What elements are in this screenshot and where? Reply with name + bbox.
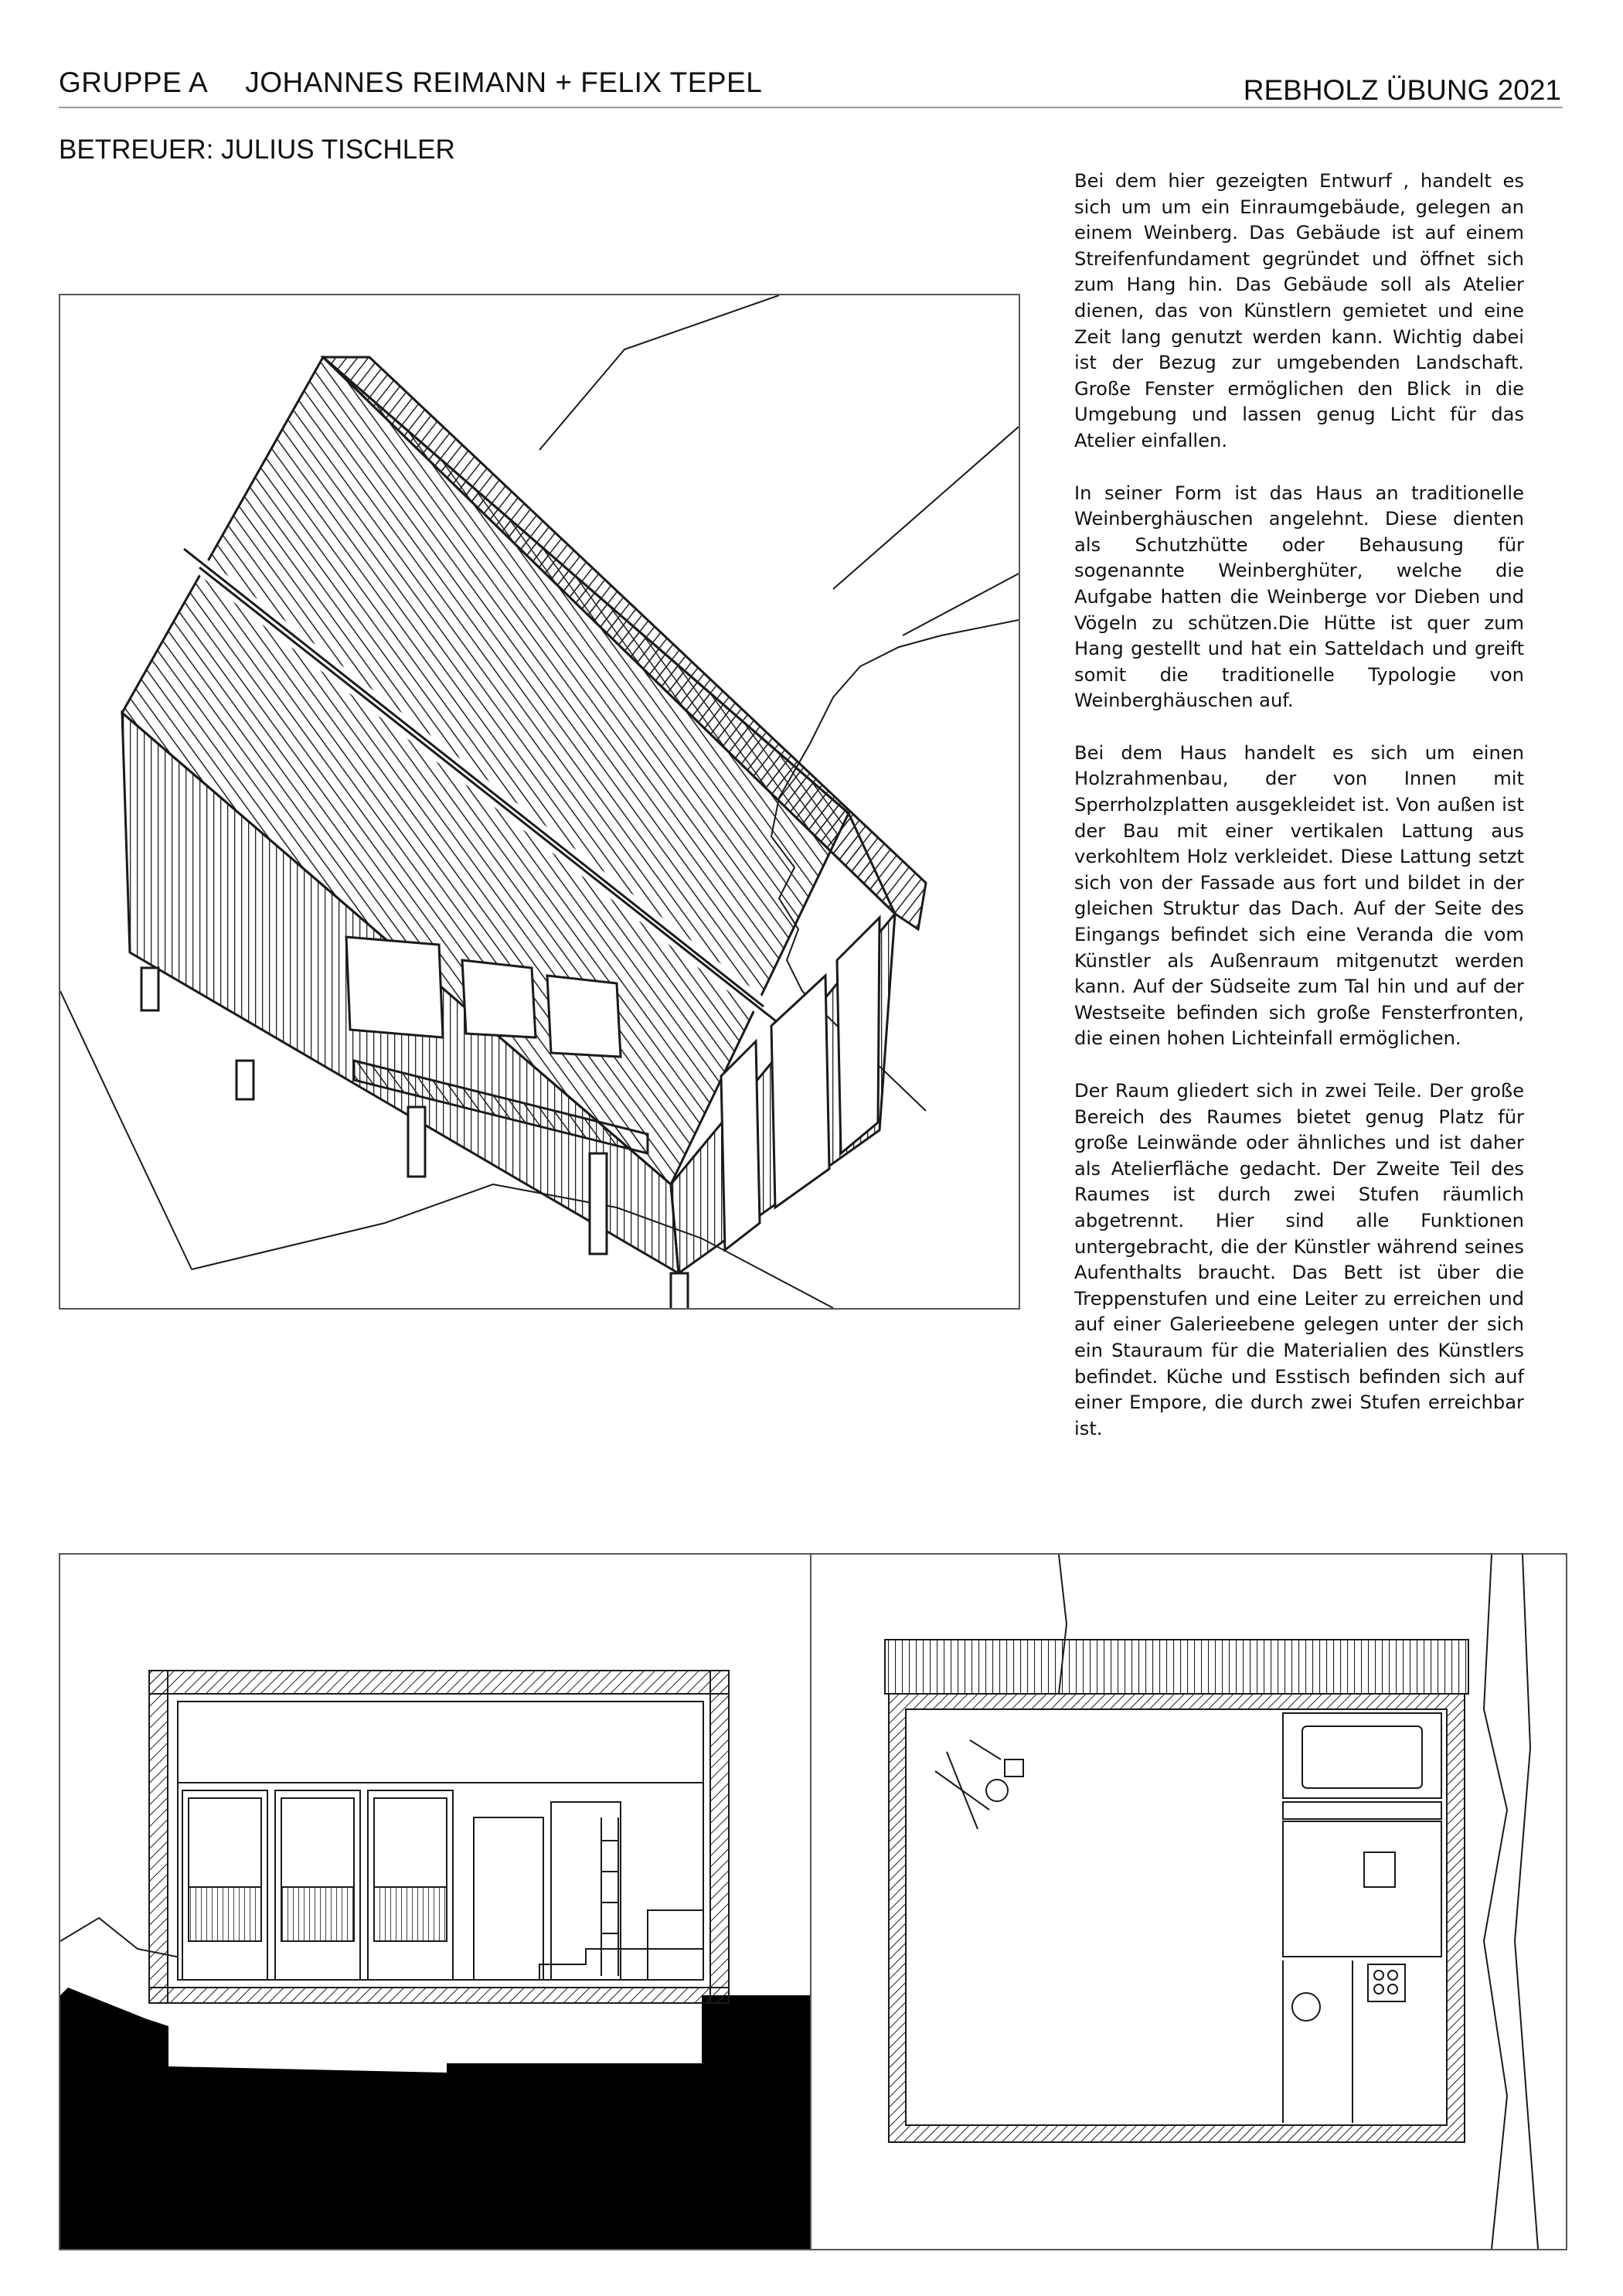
description-paragraph: Der Raum gliedert sich in zwei Teile. Der große Bereich des Raumes bietet genug Platz für große Leinwände oder ähnliches und ist daher als Atelierfläche gedacht. Der Zweite Teil des Raumes ist durch zwei Stufen räumlich abgetrennt. Hier sind alle Funktionen untergebracht, die der Künstler während seines Aufenthalts braucht. Das Bett ist über die Treppenstufen und eine Leiter zu erreichen und auf einer Galerieebene gelegen unter der sich ein Stauraum für die Materialien des Künstlers befindet. Küche und Esstisch befinden sich auf einer Empore, die durch zwei Stufen erreichbar ist. (1074, 1080, 1524, 1439)
floor-plan-drawing (810, 1553, 1567, 2250)
group-label: GRUPPE A (59, 66, 209, 98)
ground-section (60, 1988, 812, 2249)
description-paragraph: Bei dem hier gezeigten Entwurf , handelt es sich um um ein Einraumgebäude, gelegen an einem Weinberg. Das Gebäude ist auf einem Streifenfundament gegründet und öffnet sich zum Hang hin. Das Gebäude soll als Atelier dienen, das von Künstlern gemietet und eine Zeit lang genutzt werden kann. Wichtig dabei ist der Bezug zur umgebenden Landschaft. Große Fenster ermöglichen den Blick in die Umgebung und lassen genug Licht für das Atelier einfallen. (1074, 170, 1524, 451)
authors-label: JOHANNES REIMANN + FELIX TEPEL (245, 66, 763, 98)
header-title (59, 66, 762, 99)
description-paragraph: Bei dem Haus handelt es sich um einen Holzrahmenbau, der von Innen mit Sperrholzplatten ausgekleidet ist. Von außen ist der Bau mit einer vertikalen Lattung aus verkohltem Holz verkleidet. Diese Lattung setzt sich von der Fassade aus fort und bildet in der gleichen Struktur das Dach. Auf der Seite des Eingangs befindet sich eine Veranda die vom Künstler als Außenraum mitgenutzt werden kann. Auf der Südseite zum Tal hin und auf der Westseite befinden sich große Fensterfronten, die einen hohen Lichteinfall ermöglichen. (1074, 741, 1524, 1050)
supervisor-label: BETREUER: JULIUS TISCHLER (59, 135, 455, 165)
description-paragraph: In seiner Form ist das Haus an traditionelle Weinberghäuschen angelehnt. Diese dienten als Schutzhütte oder Behausung für sogenannte Weinberghüter, welche die Aufgabe hatten die Weinberge vor Dieben und Vögeln zu schützen.Die Hütte ist quer zum Hang gestellt und hat ein Satteldach und greift somit die traditionelle Typologie von Weinberghäuschen auf. (1074, 482, 1524, 712)
axonometric-drawing (59, 294, 1020, 1310)
description-text (1074, 169, 1524, 1468)
header-divider (59, 107, 1563, 108)
course-label: REBHOLZ ÜBUNG 2021 (1243, 74, 1561, 106)
section-drawing (59, 1553, 813, 2250)
